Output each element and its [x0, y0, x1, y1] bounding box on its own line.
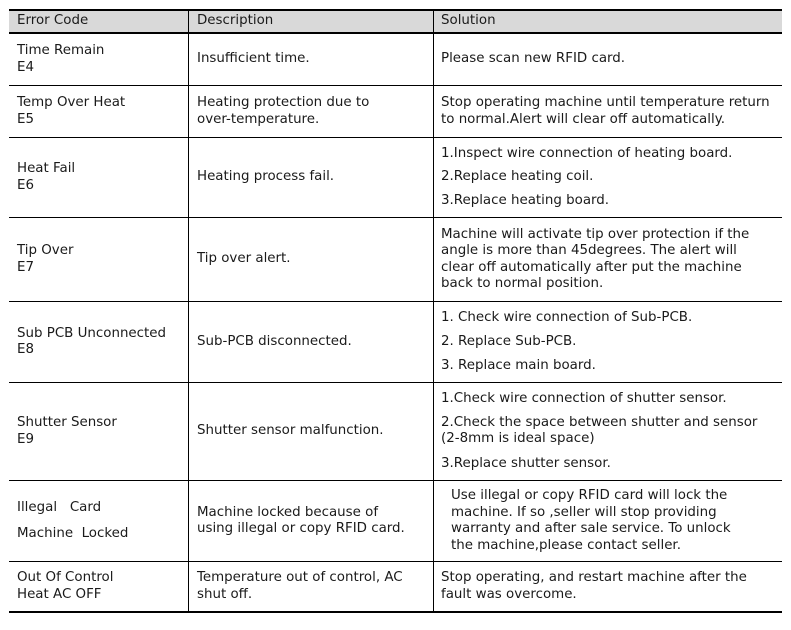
solution-line: Please scan new RFID card. — [441, 51, 626, 67]
solution-line: Use illegal or copy RFID card will lock the — [451, 488, 728, 503]
description-line: Machine locked because of — [197, 504, 379, 520]
solution-cell — [441, 34, 779, 85]
error-code: E6 — [17, 177, 34, 193]
solution-line: Stop operating, and restart machine after the — [441, 570, 747, 585]
table-row — [9, 562, 782, 613]
description-cell — [197, 481, 433, 561]
description-line: Tip over alert. — [197, 251, 291, 267]
description-line: using illegal or copy RFID card. — [197, 521, 405, 536]
solution-cell — [451, 481, 743, 561]
error-code: E8 — [17, 342, 34, 357]
error-code: E9 — [17, 431, 34, 447]
error-name: Illegal Card — [17, 499, 102, 515]
solution-line: (2-8mm is ideal space) — [441, 431, 595, 447]
solution-cell — [441, 138, 779, 217]
error-code-cell — [17, 481, 187, 561]
solution-line: warranty and after sale service. To unlock — [451, 521, 731, 536]
table-row — [9, 302, 782, 383]
description-line: Heating protection due to — [197, 95, 370, 110]
solution-line: 3.Replace heating board. — [441, 192, 610, 208]
error-name: Shutter Sensor — [17, 415, 117, 430]
description-cell — [197, 562, 433, 611]
error-code: Heat AC OFF — [17, 586, 102, 602]
error-name: Time Remain — [17, 43, 105, 58]
header-solution: Solution — [441, 13, 496, 29]
table-row — [9, 34, 782, 86]
error-code-cell — [17, 562, 187, 611]
table-row — [9, 138, 782, 218]
solution-line: 2. Replace Sub-PCB. — [441, 333, 577, 349]
description-line: Insufficient time. — [197, 51, 310, 67]
description-line: shut off. — [197, 586, 253, 602]
error-code: E7 — [17, 259, 34, 275]
error-name: Sub PCB Unconnected — [17, 325, 167, 341]
error-code-table — [9, 9, 782, 613]
error-name: Temp Over Heat — [17, 95, 126, 110]
description-cell — [197, 34, 433, 85]
solution-cell — [441, 383, 779, 480]
table-row — [9, 86, 782, 138]
solution-cell — [441, 302, 779, 382]
description-line: Heating process fail. — [197, 169, 335, 185]
description-cell — [197, 86, 433, 137]
error-code: Machine Locked — [17, 526, 129, 541]
table-row — [9, 481, 782, 562]
table-row — [9, 383, 782, 481]
solution-line: 3.Replace shutter sensor. — [441, 455, 611, 471]
solution-line: clear off automatically after put the machine — [441, 259, 742, 275]
solution-line: back to normal position. — [441, 276, 604, 291]
error-code-cell — [17, 34, 187, 85]
solution-line: Machine will activate tip over protection if the — [441, 226, 750, 242]
solution-line: 2.Check the space between shutter and sensor — [441, 414, 758, 430]
description-line: over-temperature. — [197, 111, 320, 127]
description-cell — [197, 218, 433, 301]
solution-cell — [441, 218, 779, 301]
error-name: Out Of Control — [17, 570, 114, 585]
error-code: E5 — [17, 111, 34, 127]
description-cell — [197, 138, 433, 217]
solution-line: Stop operating machine until temperature return — [441, 95, 770, 110]
description-cell — [197, 302, 433, 382]
error-code: E4 — [17, 59, 34, 75]
table-row — [9, 218, 782, 302]
solution-line: 3. Replace main board. — [441, 357, 596, 373]
solution-line: fault was overcome. — [441, 586, 577, 602]
solution-line: 1.Inspect wire connection of heating board. — [441, 145, 733, 161]
solution-line: 2.Replace heating coil. — [441, 169, 594, 185]
header-error-code: Error Code — [17, 13, 89, 29]
description-cell — [197, 383, 433, 480]
solution-line: to normal.Alert will clear off automatically. — [441, 111, 725, 127]
error-code-cell — [17, 302, 187, 382]
description-line: Sub-PCB disconnected. — [197, 333, 352, 349]
solution-cell — [441, 86, 779, 137]
error-name: Tip Over — [17, 243, 74, 258]
error-code-cell — [17, 86, 187, 137]
solution-line: machine. If so ,seller will stop providing — [451, 504, 717, 520]
solution-line: angle is more than 45degrees. The alert will — [441, 243, 737, 258]
error-code-cell — [17, 138, 187, 217]
solution-line-group — [441, 415, 779, 448]
solution-line: 1. Check wire connection of Sub-PCB. — [441, 309, 693, 325]
header-description: Description — [197, 13, 274, 29]
solution-cell — [441, 562, 779, 611]
solution-line: the machine,please contact seller. — [451, 537, 681, 553]
description-line: Shutter sensor malfunction. — [197, 423, 384, 439]
error-name: Heat Fail — [17, 161, 76, 176]
table-header — [9, 9, 782, 34]
error-code-cell — [17, 383, 187, 480]
description-line: Temperature out of control, AC — [197, 570, 403, 585]
solution-line: 1.Check wire connection of shutter sensor. — [441, 390, 727, 406]
error-code-cell — [17, 218, 187, 301]
